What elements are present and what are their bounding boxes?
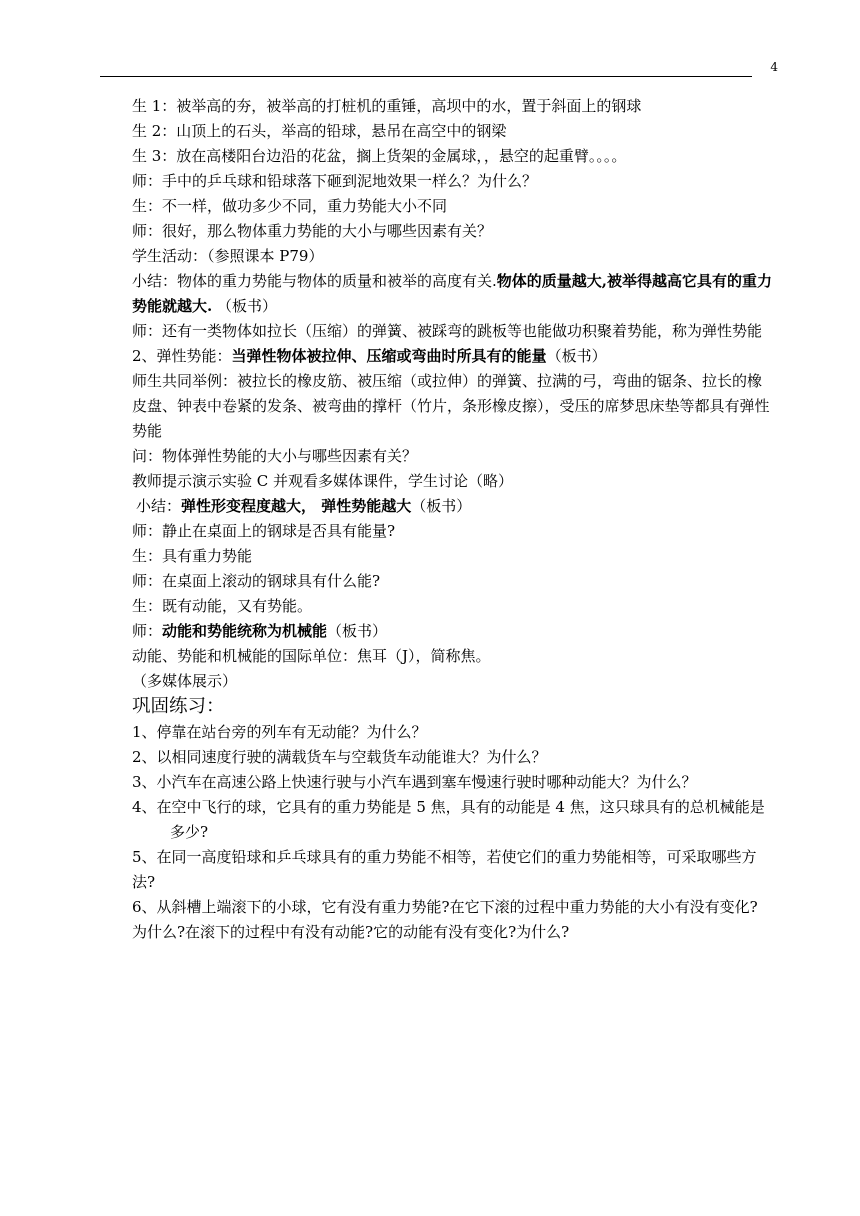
text-line: 师：手中的乒乓球和铅球落下砸到泥地效果一样么？为什么？ (132, 172, 538, 190)
text-line: 师：很好，那么物体重力势能的大小与哪些因素有关？ (132, 222, 493, 240)
summary-paragraph (132, 269, 772, 319)
page-number: 4 (770, 60, 778, 74)
text-paragraph: 师：还有一类物体如拉长（压缩）的弹簧、被踩弯的跳板等也能做功积聚着势能，称为弹性势能 (132, 322, 763, 340)
summary-line (132, 494, 772, 519)
definition-label: 2、弹性势能： (132, 347, 232, 365)
text-line: 师：在桌面上滚动的钢球具有什么能? (132, 572, 381, 590)
definition-bold-text: 当弹性物体被拉伸、压缩或弯曲时所具有的能量 (231, 347, 547, 365)
board-note: （板书） (546, 347, 607, 365)
board-note: （板书） (411, 497, 472, 515)
document-body (132, 94, 772, 945)
summary-bold-text: 弹性形变程度越大， 弹性势能越大 (181, 497, 412, 515)
speaker-label: 师： (132, 622, 163, 640)
exercise-heading: 巩固练习： (132, 696, 225, 717)
exercise-item: 1、停靠在站台旁的列车有无动能？为什么？ (132, 723, 427, 741)
text-paragraph: 师生共同举例：被拉长的橡皮筋、被压缩（或拉伸）的弹簧、拉满的弓，弯曲的锯条、拉长的橡皮盘、钟表中卷紧的发条、被弯曲的撑杆（竹片，条形橡皮擦），受压的席梦思床垫等都具有弹性势能 (132, 372, 770, 440)
exercise-item: 2、以相同速度行驶的满载货车与空载货车动能谁大？为什么？ (132, 748, 547, 766)
definition-line (132, 619, 772, 644)
text-line: 学生活动：（参照课本 P79） (132, 247, 324, 265)
exercise-item: 4、在空中飞行的球，它具有的重力势能是 5 焦，具有的动能是 4 焦，这只球具有的总机械能是多少? (132, 798, 765, 841)
header-rule (100, 76, 752, 77)
text-line: 生：不一样，做功多少不同，重力势能大小不同 (132, 197, 448, 215)
text-line: （多媒体展示） (132, 672, 238, 690)
text-line: 生：具有重力势能 (132, 547, 253, 565)
summary-text: 小结：物体的重力势能与物体的质量和被举的高度有关. (132, 272, 497, 290)
summary-bold-text: 物体的质量越大,被举得越高它具有的重力势能就越大. (132, 272, 773, 315)
exercise-item: 5、在同一高度铅球和乒乓球具有的重力势能不相等，若使它们的重力势能相等，可采取哪些方法? (132, 848, 757, 891)
text-line: 生 2：山顶上的石头，举高的铅球，悬吊在高空中的钢梁 (132, 122, 507, 140)
summary-label: 小结： (136, 497, 182, 515)
exercise-item: 6、从斜槽上端滚下的小球，它有没有重力势能?在它下滚的过程中重力势能的大小有没有变化?为什么?在滚下的过程中有没有动能?它的动能有没有变化?为什么? (132, 898, 758, 941)
text-line: 生：既有动能，又有势能。 (132, 597, 313, 615)
board-note: （板书） (327, 622, 388, 640)
definition-line (132, 344, 772, 369)
board-note: （板书） (212, 297, 278, 315)
definition-bold-text: 动能和势能统称为机械能 (162, 622, 328, 640)
text-line: 生 3：放在高楼阳台边沿的花盆，搁上货架的金属球，，悬空的起重臂。。。。 (132, 147, 627, 165)
text-line: 问：物体弹性势能的大小与哪些因素有关？ (132, 447, 418, 465)
text-line: 生 1：被举高的夯，被举高的打桩机的重锤，高坝中的水，置于斜面上的钢球 (132, 97, 642, 115)
exercise-item: 3、小汽车在高速公路上快速行驶与小汽车遇到塞车慢速行驶时哪种动能大？为什么？ (132, 773, 697, 791)
text-line: 教师提示演示实验 C 并观看多媒体课件，学生讨论（略） (132, 472, 514, 490)
text-line: 动能、势能和机械能的国际单位：焦耳（J），简称焦。 (132, 647, 491, 665)
text-line: 师：静止在桌面上的钢球是否具有能量? (132, 522, 396, 540)
